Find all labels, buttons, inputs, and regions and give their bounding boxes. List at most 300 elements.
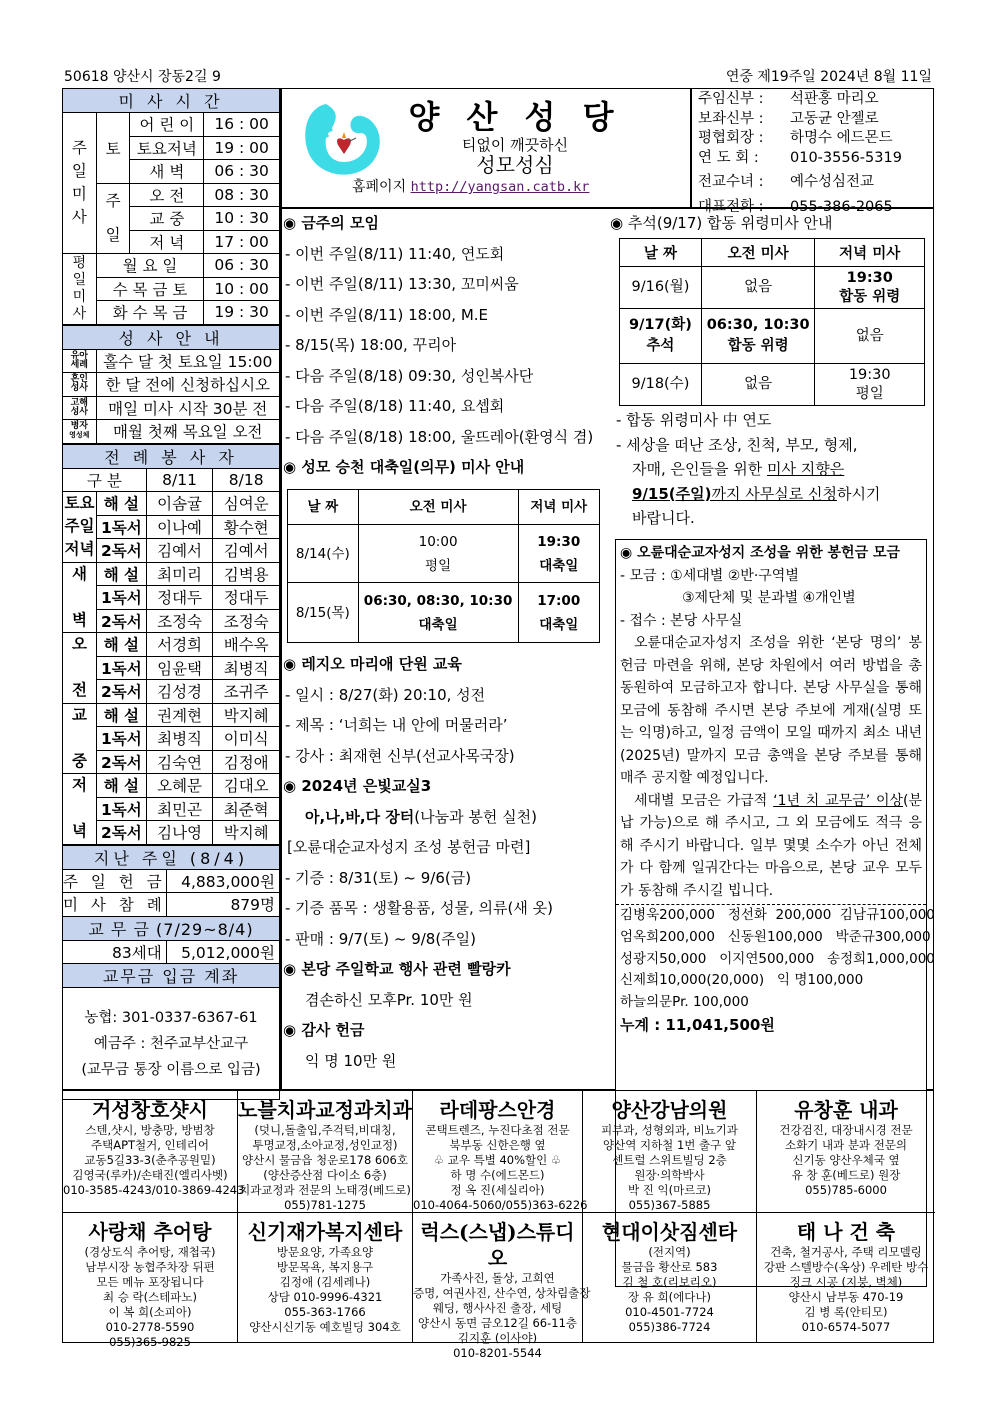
list-item: - 강사 : 최재현 신부(선교사목국장) bbox=[285, 746, 515, 765]
last-week-title: 지난 주일 (8/4) bbox=[63, 845, 280, 869]
text: 일 bbox=[105, 226, 121, 245]
text: 벽 bbox=[71, 610, 87, 629]
staff-list bbox=[698, 90, 934, 217]
ad-line: 055)781-1275 bbox=[284, 1198, 366, 1212]
table-row bbox=[620, 364, 925, 406]
offering-value: 4,883,000원 bbox=[166, 869, 279, 893]
church-name: 양 산 성 당 bbox=[408, 98, 622, 136]
text: 평일 bbox=[425, 557, 452, 574]
ad-line: 055-363-1766 bbox=[284, 1305, 366, 1319]
staff-row bbox=[698, 110, 934, 130]
mass-time: 08 : 30 bbox=[204, 183, 280, 207]
text: 9/18(수) bbox=[620, 364, 702, 406]
text: 혼인 bbox=[70, 374, 88, 385]
ad-line: (덧니,돌출입,주걱턱,비대칭, bbox=[254, 1123, 396, 1137]
ad-line: 신기동 양산우체국 옆 bbox=[792, 1153, 900, 1167]
list-item: - 다음 주일(8/18) 09:30, 성인복사단 bbox=[285, 366, 534, 385]
ad-line: 하 명 수(에드몬드) bbox=[450, 1168, 545, 1182]
mass-time: 06 : 30 bbox=[204, 254, 280, 278]
ad-name: 라데팡스안경 bbox=[439, 1098, 556, 1122]
text: 고해 bbox=[70, 397, 88, 408]
donor-row: 성광지50,000 이지연500,000 송정희1,000,000 bbox=[620, 950, 935, 967]
ad-line: (전지역) bbox=[648, 1245, 691, 1259]
text: - 접수 : 본당 사무실 bbox=[620, 612, 743, 629]
server-name: 이미식 bbox=[213, 727, 280, 751]
donor-row: 하늘의문Pr. 100,000 bbox=[620, 994, 749, 1011]
account-bank: 농협: 301-0337-6367-61 bbox=[84, 1009, 258, 1026]
meetings-title: 금주의 모임 bbox=[301, 214, 379, 232]
text: 토요 bbox=[64, 494, 95, 513]
staff-name: 고동균 안젤로 bbox=[790, 110, 879, 127]
server-name: 오혜문 bbox=[146, 774, 213, 798]
donor-list bbox=[616, 904, 935, 1014]
server-name: 김대오 bbox=[213, 774, 280, 798]
server-name: 박지혜 bbox=[213, 703, 280, 727]
thanks-title: 감사 헌금 bbox=[301, 1021, 365, 1039]
text: 9/15(주일) bbox=[632, 484, 712, 503]
ad-line: 스텐,샷시, 방충망, 방범창 bbox=[85, 1123, 215, 1137]
text: (분납 가능)으로 해 주시고, 그 외 모금에도 적극 응해 주시기 바랍니다. 일부 몇몇 소수가 아닌 전체가 다 함께 일궈간다는 마음으로, 본당 교우 모두가 동참해 주시길 빕니다. bbox=[620, 792, 922, 899]
table-row bbox=[288, 525, 600, 583]
text: 성사 bbox=[70, 383, 88, 394]
staff-row bbox=[698, 173, 934, 193]
column-header: 오전 미사 bbox=[701, 239, 815, 267]
text: 8/14(수) bbox=[288, 525, 359, 583]
staff-role: 평협회장 : bbox=[698, 130, 764, 146]
text: 없음 bbox=[701, 364, 815, 406]
ad-line: 양산시 물금읍 청운로178 606호 bbox=[242, 1153, 408, 1167]
table-row bbox=[620, 267, 925, 309]
text: 자매, 은인들을 위한 bbox=[632, 460, 767, 478]
role-cell: 2독서 bbox=[96, 821, 146, 845]
list-item: - 8/15(목) 18:00, 꾸리아 bbox=[285, 336, 457, 354]
weekday-mass-label bbox=[63, 254, 97, 325]
text: 까지 사무실로 신청 bbox=[711, 484, 837, 503]
ad-line: 남부시장 농협주차장 뒤편 bbox=[85, 1260, 215, 1274]
staff-name: 예수성심전교 bbox=[790, 174, 875, 190]
donor-row: 신제희10,000(20,000) 익 명100,000 bbox=[620, 972, 864, 989]
ad-line: 김지훈 (이사야) bbox=[457, 1331, 538, 1345]
fund-total: 누계 : 11,041,500원 bbox=[620, 1015, 775, 1034]
text: 일 bbox=[72, 271, 87, 288]
account-note: (교무금 통장 이름으로 입금) bbox=[81, 1061, 261, 1078]
ad-line: 055)365-9825 bbox=[109, 1335, 191, 1349]
ad-line: 콘택트렌즈, 누진다초점 전문 bbox=[425, 1123, 570, 1137]
server-name: 이솜귤 bbox=[146, 492, 213, 516]
account-title: 교무금 입금 계좌 bbox=[63, 964, 280, 988]
server-name: 김벽용 bbox=[213, 562, 280, 586]
text: 병자 bbox=[70, 421, 88, 432]
role-cell: 1독서 bbox=[96, 515, 146, 539]
server-name: 김예서 bbox=[146, 539, 213, 563]
role-cell: 2독서 bbox=[96, 609, 146, 633]
ad-name: 유창훈 내과 bbox=[794, 1098, 898, 1122]
ad-line: 정 옥 진(세실리아) bbox=[450, 1183, 545, 1197]
mass-time: 10 : 00 bbox=[204, 277, 280, 301]
text: 바랍니다. bbox=[632, 509, 695, 527]
ad-line: 양산시 동면 금오12길 66-11층 bbox=[418, 1316, 577, 1330]
servers-title: 전 례 봉 사 자 bbox=[63, 444, 280, 468]
subtitle-1: 티없이 깨끗하신 bbox=[461, 136, 569, 154]
text: 세대별 모금은 가급적 bbox=[634, 792, 774, 809]
mass-name: 오 전 bbox=[130, 183, 204, 207]
text: 저녁 bbox=[64, 540, 95, 559]
text: ‘1년 치 교무금’ 이상 bbox=[773, 792, 903, 809]
top-line bbox=[62, 62, 934, 86]
server-name: 임윤택 bbox=[146, 656, 213, 680]
text: 9/16(월) bbox=[620, 267, 702, 309]
role-cell: 2독서 bbox=[96, 680, 146, 704]
server-name: 최병직 bbox=[213, 656, 280, 680]
donor-row: 김병욱200,000 정선화 200,000 김남규100,000 bbox=[620, 907, 935, 923]
attendance-label: 미 사 참 례 bbox=[63, 893, 167, 917]
ad-name: 현대이삿짐센타 bbox=[601, 1220, 738, 1244]
sacrament-label bbox=[63, 396, 97, 420]
ad-line: ♧ 교우 특별 40%할인 ♧ bbox=[433, 1153, 562, 1167]
list-item: - 기증 품목 : 생활용품, 성물, 의류(새 옷) bbox=[285, 899, 553, 917]
mass-name: 어 린 이 bbox=[130, 113, 204, 137]
column-header: 저녁 미사 bbox=[518, 489, 600, 525]
ad-block bbox=[757, 1091, 935, 1213]
ad-line: 010-4064-5060/055)363-6226 bbox=[413, 1198, 588, 1212]
ad-line: 양산시신기동 예호빌딩 304호 bbox=[249, 1320, 401, 1334]
text: 저 bbox=[71, 776, 87, 795]
staff-name: 055-386-2065 bbox=[790, 198, 893, 215]
text: 미사 지향은 bbox=[767, 460, 845, 478]
homepage-link[interactable]: http://yangsan.catb.kr bbox=[410, 179, 590, 195]
ad-line: 010-8201-5544 bbox=[453, 1346, 542, 1360]
column-header: 8/11 bbox=[146, 468, 213, 492]
ad-line: 가족사진, 돌상, 고희연 bbox=[440, 1271, 555, 1285]
mass-name: 새 벽 bbox=[130, 160, 204, 184]
sacrament-text: 홀수 달 첫 토요일 15:00 bbox=[96, 349, 279, 373]
table-row bbox=[288, 583, 600, 643]
mass-time: 17 : 00 bbox=[204, 230, 280, 254]
staff-role: 연 도 회 : bbox=[698, 149, 759, 166]
ad-line: 투명교정,소아교정,성인교정) bbox=[252, 1138, 398, 1152]
ad-block bbox=[63, 1091, 245, 1213]
text: 하시기 bbox=[836, 484, 881, 503]
role-cell: 1독서 bbox=[96, 797, 146, 821]
account-holder: 예금주 : 천주교부산교구 bbox=[93, 1035, 249, 1052]
role-cell: 1독서 bbox=[96, 727, 146, 751]
ad-line: (양산증산점 다이소 6층) bbox=[263, 1168, 387, 1182]
server-name: 정대두 bbox=[146, 586, 213, 610]
text bbox=[63, 797, 96, 820]
server-group-label bbox=[63, 492, 97, 563]
server-name: 박지혜 bbox=[213, 821, 280, 845]
server-name: 정대두 bbox=[213, 586, 280, 610]
masthead bbox=[395, 98, 635, 177]
text: 9/17(화) bbox=[629, 317, 692, 333]
middle-column: ◉ 금주의 모임 - 이번 주일(8/11) 11:40, 연도회 - 이번 주일(8/11) 13:30, 꼬미씨움 - 이번 주일(8/11) 18:00, M.E - 8/15(목) 18:00, 꾸리아 - 다음 주일(8/18) 09:30, 성인복사단 - 다음 주일(8/18) 11:40, 요셉회 - 다음 주일(8/18) 18:00, 울뜨레아(환영식 겸) ◉ 성모 승천 대축일(의무) 미사 안내 날 짜 오전 미사 저녁 미사 8/14(수) 10:00 평일 19:30 대축일 8/15(목) 06:30, 08:30, 10:30 대축일 17:00 대축일 ◉ 레지오 마리애 단원 교육 - 일시 : 8/27(화) 20:10, 성전 - 제목 : ‘너희는 내 안에 머물러라’ - 강사 : 최재현 신부(선교사목국장) ◉ 2024년 은빛교실3 아,나,바,다 장터(나눔과 봉헌 실천) [오륜대순교자성지 조성 봉헌금 마련] - 기증 : 8/31(토) ~ 9/6(금) - 기증 품목 : 생활용품, 성물, 의류(새 옷) - 판매 : 9/7(토) ~ 9/8(주일) ◉ 본당 주일학교 행사 관련 빨랑카 겸손하신 모후Pr. 10만 원 ◉ 감사 헌금 익 명 10만 원 bbox=[283, 208, 605, 1076]
text: 성사 bbox=[70, 406, 88, 417]
ad-block bbox=[757, 1213, 935, 1342]
text: 오 bbox=[71, 635, 87, 654]
ad-line: 최 승 락(스테파노) bbox=[102, 1290, 198, 1304]
saturday-label: 토 bbox=[96, 113, 130, 184]
ad-line: 010-2778-5590 bbox=[105, 1320, 195, 1334]
text: 교 bbox=[71, 705, 87, 724]
ad-line: 피부과, 성형외과, 비뇨기과 bbox=[601, 1123, 738, 1137]
server-name: 김정애 bbox=[213, 750, 280, 774]
ad-line: 주택APT철거, 인테리어 bbox=[90, 1138, 209, 1152]
table-row bbox=[63, 703, 280, 727]
ad-line: 방문요양, 가족요양 bbox=[276, 1245, 374, 1259]
snack-title: 본당 주일학교 행사 관련 빨랑카 bbox=[301, 960, 511, 978]
table-row bbox=[63, 562, 280, 586]
mass-time: 19 : 30 bbox=[204, 301, 280, 325]
server-name: 김숙연 bbox=[146, 750, 213, 774]
text: 8/15(목) bbox=[288, 583, 359, 643]
staff-row bbox=[698, 149, 934, 169]
text: 미 bbox=[71, 185, 87, 203]
text: 사 bbox=[71, 208, 87, 226]
ad-block bbox=[413, 1091, 588, 1213]
role-cell: 해 설 bbox=[96, 703, 146, 727]
list-item: - 기증 : 8/31(토) ~ 9/6(금) bbox=[285, 868, 472, 887]
role-cell: 해 설 bbox=[96, 633, 146, 657]
server-name: 이나예 bbox=[146, 515, 213, 539]
ad-line: 교동5길33-3(춘추공원밑) bbox=[84, 1153, 216, 1167]
attendance-value: 879명 bbox=[166, 893, 279, 917]
server-name: 조귀주 bbox=[213, 680, 280, 704]
ad-name: 노블치과교정과치과 bbox=[238, 1098, 412, 1122]
sacrament-text: 한 달 전에 신청하십시오 bbox=[96, 373, 279, 397]
role-cell: 2독서 bbox=[96, 539, 146, 563]
homepage bbox=[352, 176, 589, 196]
text: 평일 bbox=[855, 385, 884, 402]
ad-line: 모든 메뉴 포장됩니다 bbox=[96, 1275, 204, 1289]
text: 사 bbox=[72, 305, 87, 322]
mass-time: 06 : 30 bbox=[204, 160, 280, 184]
chuseok-title: 추석(9/17) 합동 위령미사 안내 bbox=[627, 214, 833, 232]
server-name: 권계현 bbox=[146, 703, 213, 727]
text: 19:30 bbox=[537, 533, 581, 550]
ad-line: 055)367-5885 bbox=[628, 1198, 711, 1212]
ad-line: 장 유 희(에다나) bbox=[628, 1290, 711, 1304]
ad-line: 징크 시공 (지붕, 벽체) bbox=[789, 1275, 903, 1289]
divider bbox=[690, 88, 692, 208]
server-name: 김예서 bbox=[213, 539, 280, 563]
server-group-label bbox=[63, 633, 97, 704]
text: 없음 bbox=[815, 309, 925, 364]
ad-line: 건축, 철거공사, 주택 리모델링 bbox=[770, 1245, 922, 1259]
staff-row bbox=[698, 90, 934, 110]
table-row bbox=[63, 492, 280, 516]
list-item: - 이번 주일(8/11) 13:30, 꼬미씨움 bbox=[285, 275, 519, 293]
column-header: 날 짜 bbox=[620, 239, 702, 267]
column-header: 날 짜 bbox=[288, 489, 359, 525]
server-group-label bbox=[63, 562, 97, 633]
assumption-title: 성모 승천 대축일(의무) 미사 안내 bbox=[301, 458, 525, 476]
mass-name: 화 수 목 금 bbox=[96, 301, 204, 325]
offering-label: 주 일 헌 금 bbox=[63, 869, 167, 893]
role-cell: 해 설 bbox=[96, 492, 146, 516]
chuseok-notes bbox=[610, 408, 932, 531]
ad-line: 치과교정과 전문의 노태경(베드로) bbox=[239, 1183, 411, 1197]
silver-title: 2024년 은빛교실3 bbox=[301, 777, 432, 795]
issue-date: 연중 제19주일 2024년 8월 11일 bbox=[725, 69, 932, 85]
ad-line: 양산시 남부동 470-19 bbox=[788, 1290, 904, 1304]
ad-block bbox=[63, 1213, 238, 1349]
role-cell: 2독서 bbox=[96, 750, 146, 774]
sacrament-text: 매일 미사 시작 30분 전 bbox=[96, 396, 279, 420]
homepage-label: 홈페이지 bbox=[352, 179, 407, 195]
text: 대축일 bbox=[539, 557, 579, 574]
text: - 모금 : ①세대별 ②반·구역별 bbox=[620, 567, 799, 584]
server-name: 김나영 bbox=[146, 821, 213, 845]
text: 새 bbox=[71, 564, 87, 583]
list-item: - 다음 주일(8/18) 11:40, 요셉회 bbox=[285, 397, 505, 415]
table-row bbox=[620, 309, 925, 364]
server-name: 김성경 bbox=[146, 680, 213, 704]
ad-line: 김영국(루카)/손태진(엘리사벳) bbox=[72, 1168, 228, 1182]
fund-paragraph-2 bbox=[620, 790, 922, 903]
ad-line: 소화기 내과 분과 전문의 bbox=[784, 1138, 908, 1152]
ad-line: 원장·의학박사 bbox=[634, 1168, 705, 1182]
ad-line: 유 창 훈(베드로) 원장 bbox=[791, 1168, 901, 1182]
list-item: - 다음 주일(8/18) 18:00, 울뜨레아(환영식 겸) bbox=[285, 427, 594, 446]
mass-time: 10 : 30 bbox=[204, 207, 280, 231]
ad-line: 055)386-7724 bbox=[628, 1320, 711, 1334]
column-header: 저녁 미사 bbox=[815, 239, 925, 267]
mass-name: 저 녁 bbox=[130, 230, 204, 254]
role-cell: 해 설 bbox=[96, 774, 146, 798]
ad-line: 김 철 호(리보리오) bbox=[622, 1275, 717, 1289]
text: 없음 bbox=[701, 267, 815, 309]
text: 전 bbox=[71, 681, 87, 700]
sacrament-label bbox=[63, 349, 97, 373]
mass-name: 교 중 bbox=[130, 207, 204, 231]
text: 10:00 bbox=[418, 533, 458, 550]
mass-times-table bbox=[62, 88, 280, 325]
last-week-table bbox=[62, 845, 280, 1101]
text: 19:30 bbox=[848, 366, 891, 383]
staff-name: 석판홍 마리오 bbox=[790, 91, 879, 107]
sunday-mass-label bbox=[63, 113, 97, 254]
legio-title: 레지오 마리애 단원 교육 bbox=[301, 655, 462, 673]
sacraments-title: 성 사 안 내 bbox=[63, 325, 280, 349]
list-item: - 이번 주일(8/11) 18:00, M.E bbox=[285, 305, 489, 324]
assumption-table bbox=[287, 489, 600, 644]
text: 녁 bbox=[71, 822, 87, 841]
server-group-label bbox=[63, 774, 97, 845]
mass-time: 16 : 00 bbox=[204, 113, 280, 137]
ad-line: 북부동 신한은행 옆 bbox=[449, 1138, 546, 1152]
ad-line: 센트럴 스위트빌딩 2층 bbox=[612, 1153, 727, 1167]
fund-box: ◉ 오륜대순교자성지 조성을 위한 봉헌금 모금 - 모금 : ①세대별 ②반·구역별 ③제단체 및 분과별 ④개인별 - 접수 : 본당 사무실 오륜대순교자성지 조성을 위한 ‘본당 명의’ 봉헌금 마련을 위해, 본당 차원에서 여러 방법을 총동원하여 모금하고자 합니다. 본당 사무실을 통해 모금에 동참해 주시면 본당 주보에 게재(실명 또는 익명)하고, 일정 금액이 모일 때까지 최소 내년(2025년) 말까지 모금 총액을 본당 주보를 통해 매주 공지할 예정입니다. 세대별 모금은 가급적 ‘1년 치 교무금’ 이상(분납 가능)으로 해 주시고, 그 외 모금에도 적극 응해 주시기 바랍니다. 일부 몇몇 소수가 아닌 전체가 다 함께 일궈간다는 마음으로, 본당 교우 모두가 동참해 주시길 빕니다. 김병욱200,000 정선화 200,000 김남규100,000 엄옥희200,000 신동원100,000 박준규300,000 성광지50,000 이지연500,000 송정희1,000,000 신제희10,000(20,000) 익 명100,000 하늘의문Pr. 100,000 누계 : 11,041,500원 bbox=[615, 539, 927, 1287]
ad-line: 웨딩, 행사사진 출장, 세팅 bbox=[432, 1301, 563, 1315]
text bbox=[63, 656, 96, 679]
dues-households: 83세대 bbox=[63, 940, 167, 964]
text: 합동 위령 bbox=[839, 288, 901, 305]
server-name: 황수현 bbox=[213, 515, 280, 539]
ad-line: 김 병 록(안티모) bbox=[804, 1305, 888, 1319]
ad-name: 럭스(스냅)스튜디오 bbox=[420, 1220, 575, 1270]
server-name: 서경희 bbox=[146, 633, 213, 657]
column-header: 오전 미사 bbox=[358, 489, 518, 525]
subtitle-2: 성모성심 bbox=[476, 153, 554, 177]
ad-line: 상담 010-9996-4321 bbox=[267, 1290, 383, 1304]
list-item: - 이번 주일(8/11) 11:40, 연도회 bbox=[285, 244, 505, 263]
mass-time: 19 : 00 bbox=[204, 136, 280, 160]
mass-name: 월 요 일 bbox=[96, 254, 204, 278]
ad-name: 태 나 건 축 bbox=[796, 1220, 896, 1244]
staff-role: 주임신부 : bbox=[698, 91, 764, 107]
church-logo bbox=[296, 96, 386, 186]
meetings-section: ◉ 금주의 모임 - 이번 주일(8/11) 11:40, 연도회 - 이번 주일(8/11) 13:30, 꼬미씨움 - 이번 주일(8/11) 18:00, M.E - 8/15(목) 18:00, 꾸리아 - 다음 주일(8/18) 09:30, 성인복사단 - 다음 주일(8/18) 11:40, 요셉회 - 다음 주일(8/18) 18:00, 울뜨레아(환영식 겸) bbox=[283, 208, 605, 452]
sacrament-text: 매월 첫째 목요일 오전 bbox=[96, 420, 279, 444]
server-name: 조정숙 bbox=[146, 609, 213, 633]
ad-line: 김정애 (김세레나) bbox=[279, 1275, 371, 1289]
text: 06:30, 08:30, 10:30 bbox=[363, 592, 513, 609]
text: ③제단체 및 분과별 ④개인별 bbox=[682, 590, 856, 606]
column-header: 8/18 bbox=[213, 468, 280, 492]
sunday-label bbox=[96, 183, 130, 254]
list-item: - 일시 : 8/27(화) 20:10, 성전 bbox=[285, 685, 486, 704]
silver-bracket: [오륜대순교자성지 조성 봉헌금 마련] bbox=[287, 838, 531, 856]
text: 06:30, 10:30 bbox=[706, 317, 810, 333]
role-cell: 1독서 bbox=[96, 586, 146, 610]
chuseok-table bbox=[619, 238, 925, 406]
mass-name: 토요저녁 bbox=[130, 136, 204, 160]
fund-title: 오륜대순교자성지 조성을 위한 봉헌금 모금 bbox=[637, 545, 901, 561]
text: 미 bbox=[72, 288, 87, 305]
fund-paragraph-1: 오륜대순교자성지 조성을 위한 ‘본당 명의’ 봉헌금 마련을 위해, 본당 차원에서 여러 방법을 총동원하여 모금하고자 합니다. 본당 사무실을 통해 모금에 동참해 주시면 본당 주보에 게재(실명 또는 익명)하고, 일정 금액이 모일 때까지 최소 내년(2025년) 말까지 모금 총액을 본당 주보를 통해 매주 공지할 예정입니다. bbox=[620, 635, 922, 786]
sacrament-label bbox=[63, 373, 97, 397]
ad-line: 박 진 익(마르코) bbox=[628, 1183, 711, 1197]
staff-name: 010-3556-5319 bbox=[790, 149, 902, 166]
ad-line: 055)785-6000 bbox=[805, 1183, 887, 1197]
text: 평 bbox=[72, 254, 87, 271]
list-item: - 제목 : ‘너희는 내 안에 머물러라’ bbox=[285, 716, 508, 734]
server-name: 조정숙 bbox=[213, 609, 280, 633]
server-name: 배수옥 bbox=[213, 633, 280, 657]
staff-role: 보좌신부 : bbox=[698, 110, 764, 127]
text: 17:00 bbox=[537, 592, 581, 609]
text: (나눔과 봉헌 실천) bbox=[414, 807, 537, 826]
text: 주 bbox=[71, 139, 87, 157]
ad-name: 거성창호샷시 bbox=[92, 1098, 208, 1122]
role-cell: 1독서 bbox=[96, 656, 146, 680]
ad-line: 강판 스텔방수(옥상) 우레탄 방수 bbox=[763, 1260, 929, 1274]
ad-name: 사랑채 추어탕 bbox=[88, 1220, 212, 1244]
server-group-label bbox=[63, 703, 97, 774]
ad-line: 이 복 희(소피아) bbox=[108, 1305, 192, 1319]
column-header: 구 분 bbox=[63, 468, 147, 492]
mass-times-title: 미 사 시 간 bbox=[63, 89, 280, 113]
text: 대축일 bbox=[539, 616, 579, 633]
ad-line: 010-4501-7724 bbox=[625, 1305, 714, 1319]
ad-name: 양산강남의원 bbox=[611, 1098, 728, 1122]
server-name: 최민곤 bbox=[146, 797, 213, 821]
mass-name: 수 목 금 토 bbox=[96, 277, 204, 301]
server-name: 최병직 bbox=[146, 727, 213, 751]
staff-role: 전교수녀 : bbox=[698, 174, 764, 190]
text: 유아 bbox=[70, 350, 88, 361]
role-cell: 해 설 bbox=[96, 562, 146, 586]
ad-block bbox=[583, 1213, 757, 1342]
server-name: 최준혁 bbox=[213, 797, 280, 821]
text: 세례 bbox=[70, 359, 88, 370]
text: 합동 위령 bbox=[727, 338, 789, 354]
silver-subtitle: 아,나,바,다 장터 bbox=[305, 807, 415, 826]
ad-line: 물금읍 황산로 583 bbox=[621, 1260, 718, 1274]
ad-name: 신기재가복지센타 bbox=[247, 1220, 403, 1244]
text bbox=[63, 727, 96, 750]
ad-line: 010-3585-4243/010-3869-4243 bbox=[63, 1183, 245, 1197]
